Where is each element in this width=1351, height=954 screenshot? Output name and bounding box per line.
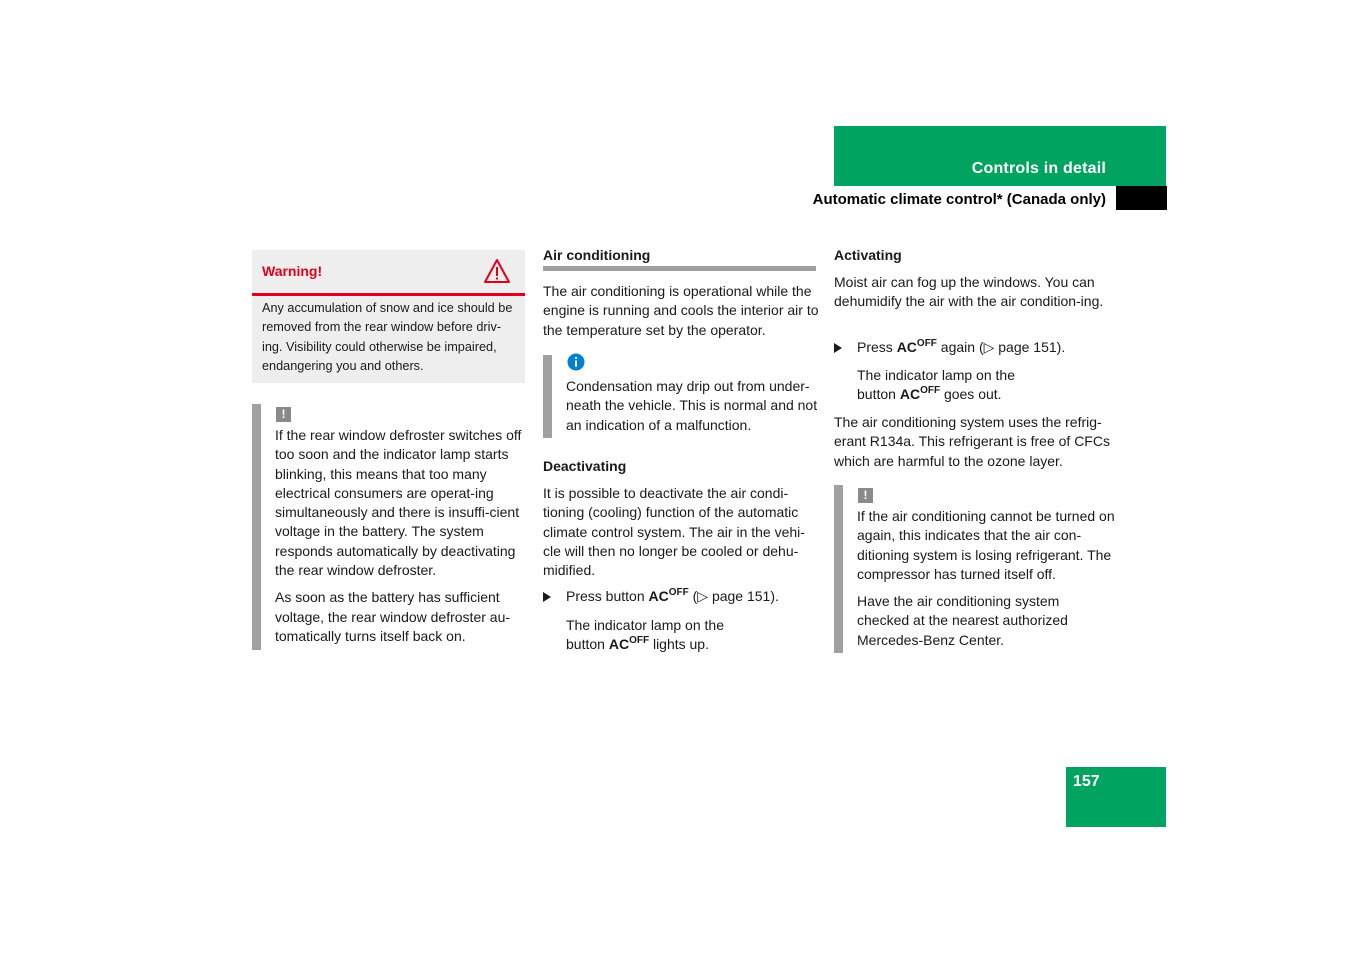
deactivating-text: It is possible to deactivate the air condi-tioning (cooling) function of the automatic climate control system. The air in the vehi-cle will then no longer be cooled or dehu-midified. [543, 485, 805, 579]
note-left-p1: If the rear window defroster switches off too soon and the indicator lamp starts blinking, this means that too many electrical consumers are operat-ing simultaneously and there is insuffi-cient voltage in the battery. The system responds automatically by deactivating the rear window defroster. [275, 427, 522, 579]
page-number: 157 [1073, 773, 1100, 790]
activating-text: Moist air can fog up the windows. You can dehumidify the air with the air condition-ing. [834, 274, 1104, 310]
note-bar [834, 485, 843, 653]
info-icon [567, 353, 585, 371]
deactivate-step: Press button $AC^{OFF}$ (▷ page 151). [543, 587, 823, 606]
section-title: Controls in detail [971, 160, 1106, 177]
note-right-p1: If the air conditioning cannot be turned on again, this indicates that the air con-ditioning system is losing refrigerant. The compressor has turned itself off. [857, 508, 1115, 582]
bullet-arrow-icon [543, 592, 551, 602]
ac-button-label: AC [896, 339, 917, 355]
heading-air-conditioning: Air conditioning [543, 247, 651, 263]
warning-text: Any accumulation of snow and ice should be removed from the rear window before driv-ing. Visibility could otherwise be impaired, endangering you and others. [262, 301, 513, 373]
heading-activating: Activating [834, 247, 902, 263]
note-left-p2: As soon as the battery has sufficient voltage, the rear window defroster au-tomatically turns itself back on. [275, 589, 511, 644]
warning-title: Warning! [262, 263, 323, 279]
ac-button-label: AC [648, 588, 669, 604]
warning-triangle-icon [484, 258, 510, 284]
heading-deactivating: Deactivating [543, 458, 627, 474]
note-right-text [857, 507, 1115, 650]
warning-header [252, 250, 525, 296]
activate-step: Press $AC^{OFF}$ again (▷ page 151). [834, 338, 1114, 357]
exclamation-icon: ! [276, 404, 291, 423]
page-subtitle: Automatic climate control* (Canada only) [812, 191, 1106, 208]
ac-intro: The air conditioning is operational while the engine is running and cools the interior air to the temperature set by the operator. [543, 283, 819, 338]
heading-rule [543, 266, 816, 271]
refrigerant-text: The air conditioning system uses the refrig-erant R134a. This refrigerant is free of CFCs which are harmful to the ozone layer. [834, 414, 1110, 469]
bullet-arrow-icon [834, 343, 842, 353]
note-right-p2: Have the air conditioning system checked at the nearest authorized Mercedes-Benz Center. [857, 593, 1068, 648]
header-tab-marker [1116, 186, 1167, 210]
activate-result: The indicator lamp on the button $AC^{OFF}$ goes out. [857, 367, 1015, 403]
exclamation-icon: ! [858, 485, 873, 504]
info-text: Condensation may drip out from under-neath the vehicle. This is normal and not an indication of a malfunction. [566, 378, 818, 433]
warning-box [252, 250, 525, 383]
info-bar [543, 355, 552, 438]
note-left-text [275, 426, 527, 646]
deactivate-result: The indicator lamp on the button $AC^{OFF}$ lights up. [566, 617, 724, 653]
note-bar [252, 404, 261, 650]
